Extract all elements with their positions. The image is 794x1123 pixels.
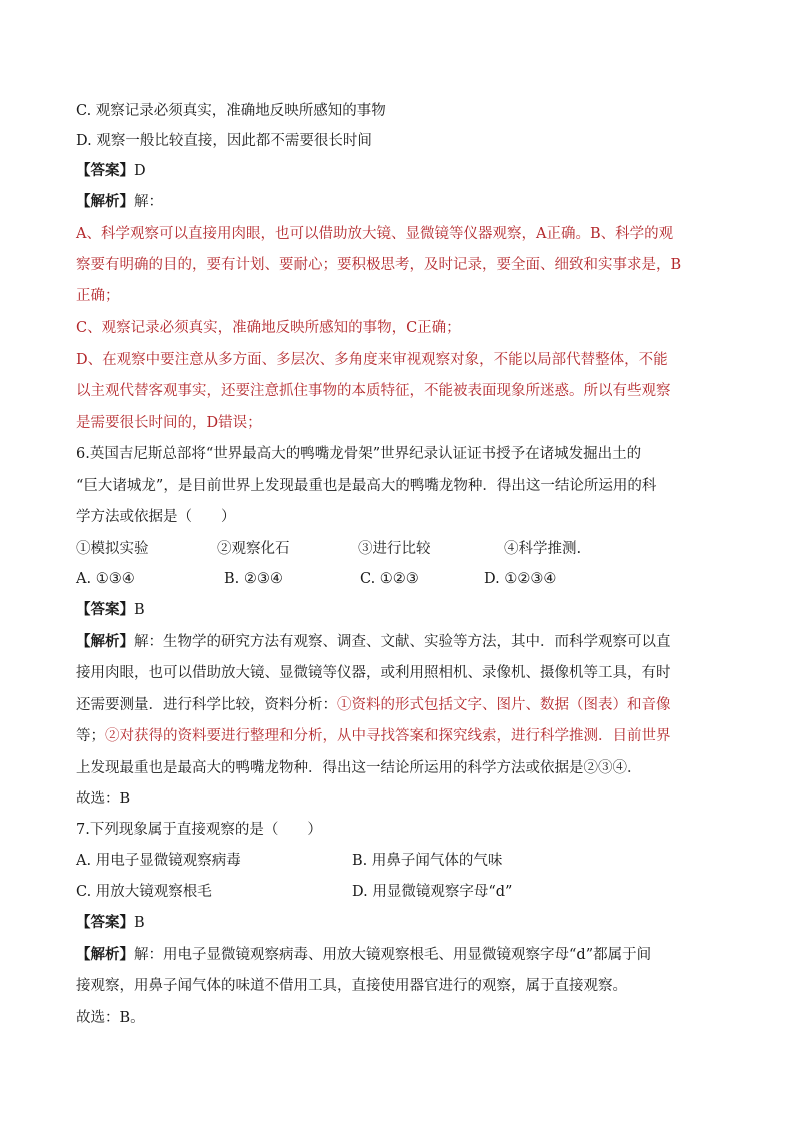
answer-label: 【答案】 <box>76 914 134 931</box>
q5-analysis-line: 正确； <box>76 288 120 304</box>
q5-analysis-line: 是需要很长时间的，D错误； <box>76 415 262 431</box>
answer-value: D <box>134 163 146 179</box>
q6-option: A. ①③④ <box>76 571 135 587</box>
q7-options-row <box>76 851 736 871</box>
q5-option-c: C. 观察记录必须真实，准确地反映所感知的事物 <box>76 103 386 119</box>
q6-answer <box>76 600 736 620</box>
q6-analysis-line <box>76 726 736 746</box>
answer-value: B <box>134 915 145 931</box>
analysis-label: 【解析】 <box>76 946 134 963</box>
q7-answer <box>76 913 736 933</box>
q6-analysis-line: 接用肉眼，也可以借助放大镜、显微镜等仪器，或利用照相机、录像机、摄像机等工具，有时 <box>76 665 671 681</box>
q7-stem: 7.下列现象属于直接观察的是（ ） <box>76 822 322 838</box>
q7-option: A. 用电子显微镜观察病毒 <box>76 853 241 869</box>
q6-item: ②观察化石 <box>217 541 290 557</box>
analysis-highlight: ②对获得的资料要进行整理和分析，从中寻找答案和探究线索，进行科学推测．目前世界 <box>105 728 671 744</box>
analysis-text: 解：用电子显微镜观察病毒、用放大镜观察根毛、用显微镜观察字母“d”都属于间 <box>134 947 652 963</box>
q6-analysis-line <box>76 695 736 715</box>
analysis-highlight: ①资料的形式包括文字、图片、数据（图表）和音像 <box>337 697 671 713</box>
analysis-text: 等； <box>76 728 105 744</box>
q5-answer <box>76 161 736 181</box>
q6-option: B. ②③④ <box>224 571 283 587</box>
analysis-text: 解：生物学的研究方法有观察、调查、文献、实验等方法，其中．而科学观察可以直 <box>134 634 671 650</box>
q6-items-row <box>76 539 736 559</box>
q6-analysis-line <box>76 632 736 652</box>
answer-label: 【答案】 <box>76 162 134 179</box>
q6-option: C. ①②③ <box>360 571 419 587</box>
q6-conclusion: 故选：B <box>76 791 131 807</box>
q6-item: ④科学推测. <box>504 541 582 557</box>
q7-analysis-line: 接观察，用鼻子闻气体的味道不借用工具，直接使用器官进行的观察，属于直接观察。 <box>76 978 627 994</box>
q7-option: C. 用放大镜观察根毛 <box>76 884 212 900</box>
q6-analysis-line: 上发现最重也是最高大的鸭嘴龙物种．得出这一结论所运用的科学方法或依据是②③④． <box>76 760 642 776</box>
q6-item: ③进行比较 <box>358 541 431 557</box>
q7-option: D. 用显微镜观察字母“d” <box>352 884 513 900</box>
q7-option: B. 用鼻子闻气体的气味 <box>352 853 503 869</box>
analysis-text: 还需要测量．进行科学比较，资料分析： <box>76 697 337 713</box>
q5-analysis-heading <box>76 192 736 212</box>
q7-options-row <box>76 882 736 902</box>
q7-analysis-line <box>76 945 736 965</box>
q5-analysis-line: D、在观察中要注意从多方面、多层次、多角度来审视观察对象，不能以局部代替整体，不能 <box>76 352 668 368</box>
analysis-label: 【解析】 <box>76 193 134 210</box>
q5-analysis-line: 察要有明确的目的，要有计划、要耐心；要积极思考，及时记录，要全面、细致和实事求是，B <box>76 257 682 273</box>
q5-analysis-line: C、观察记录必须真实，准确地反映所感知的事物，C正确； <box>76 320 461 336</box>
analysis-label: 【解析】 <box>76 633 134 650</box>
q6-stem-line: “巨大诸城龙”，是目前世界上发现最重也是最高大的鸭嘴龙物种．得出这一结论所运用的科 <box>76 478 657 494</box>
answer-label: 【答案】 <box>76 601 134 618</box>
q5-analysis-line: A、科学观察可以直接用肉眼，也可以借助放大镜、显微镜等仪器观察，A正确。B、科学的观 <box>76 226 674 242</box>
answer-value: B <box>134 602 145 618</box>
q5-analysis-line: 以主观代替客观事实，还要注意抓住事物的本质特征，不能被表面现象所迷惑。所以有些观察 <box>76 383 671 399</box>
q6-item: ①模拟实验 <box>76 541 149 557</box>
q6-option: D. ①②③④ <box>484 571 557 587</box>
analysis-lead: 解： <box>134 194 163 210</box>
q7-conclusion: 故选：B。 <box>76 1010 145 1026</box>
q5-option-d: D. 观察一般比较直接，因此都不需要很长时间 <box>76 133 372 149</box>
q6-stem-line: 学方法或依据是（ ） <box>76 509 236 525</box>
q6-options-row <box>76 569 736 589</box>
q6-stem-line: 6.英国吉尼斯总部将“世界最高大的鸭嘴龙骨架”世界纪录认证证书授予在诸城发掘出土的 <box>76 446 642 462</box>
